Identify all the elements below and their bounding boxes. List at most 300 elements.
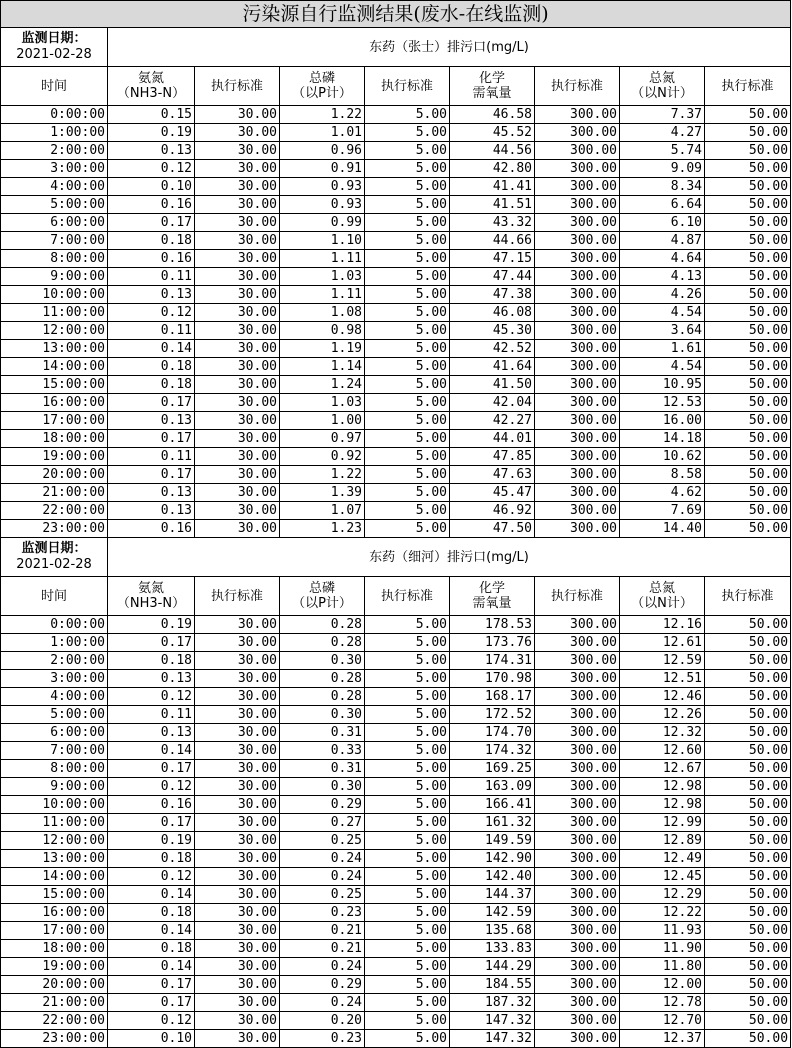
monitoring-date-cell [1,538,108,577]
value-cell: 300.00 [535,520,620,538]
value-cell: 30.00 [195,742,280,760]
value-cell: 30.00 [195,1012,280,1030]
value-cell: 30.00 [195,724,280,742]
value-cell: 50.00 [705,1030,791,1048]
value-cell: 0.28 [280,634,365,652]
value-cell: 12.99 [620,814,705,832]
table-row [1,124,791,142]
time-cell: 15:00:00 [1,886,108,904]
value-cell: 0.18 [108,904,195,922]
value-cell: 30.00 [195,520,280,538]
value-cell: 30.00 [195,1030,280,1048]
time-cell: 18:00:00 [1,940,108,958]
value-cell: 50.00 [705,868,791,886]
value-cell: 30.00 [195,634,280,652]
value-cell: 12.89 [620,832,705,850]
column-header: 执行标准 [705,577,791,616]
time-cell: 22:00:00 [1,502,108,520]
value-cell: 300.00 [535,976,620,994]
value-cell: 50.00 [705,958,791,976]
value-cell: 300.00 [535,778,620,796]
value-cell: 4.64 [620,250,705,268]
value-cell: 47.15 [450,250,535,268]
value-cell: 5.00 [365,196,450,214]
value-cell: 300.00 [535,448,620,466]
value-cell: 300.00 [535,268,620,286]
value-cell: 45.30 [450,322,535,340]
time-cell: 11:00:00 [1,304,108,322]
value-cell: 0.12 [108,160,195,178]
value-cell: 5.74 [620,142,705,160]
table-row [1,976,791,994]
value-cell: 5.00 [365,850,450,868]
table-row [1,250,791,268]
value-cell: 5.00 [365,484,450,502]
value-cell: 10.95 [620,376,705,394]
value-cell: 5.00 [365,1030,450,1048]
column-header: 执行标准 [195,577,280,616]
value-cell: 50.00 [705,322,791,340]
value-cell: 30.00 [195,448,280,466]
table-row [1,304,791,322]
value-cell: 0.17 [108,634,195,652]
value-cell: 30.00 [195,688,280,706]
value-cell: 300.00 [535,358,620,376]
value-cell: 300.00 [535,832,620,850]
table-row [1,634,791,652]
value-cell: 300.00 [535,616,620,634]
table-row [1,652,791,670]
value-cell: 4.54 [620,304,705,322]
value-cell: 300.00 [535,634,620,652]
column-header: 总氮 （以N计） [620,577,705,616]
time-cell: 2:00:00 [1,142,108,160]
value-cell: 7.37 [620,106,705,124]
value-cell: 30.00 [195,250,280,268]
value-cell: 44.66 [450,232,535,250]
value-cell: 50.00 [705,742,791,760]
value-cell: 142.59 [450,904,535,922]
value-cell: 0.17 [108,214,195,232]
value-cell: 0.21 [280,940,365,958]
time-cell: 20:00:00 [1,976,108,994]
value-cell: 133.83 [450,940,535,958]
value-cell: 300.00 [535,160,620,178]
value-cell: 1.03 [280,268,365,286]
value-cell: 41.64 [450,358,535,376]
value-cell: 0.12 [108,1012,195,1030]
value-cell: 50.00 [705,340,791,358]
value-cell: 300.00 [535,430,620,448]
time-cell: 17:00:00 [1,412,108,430]
value-cell: 5.00 [365,124,450,142]
value-cell: 11.80 [620,958,705,976]
value-cell: 5.00 [365,286,450,304]
monitoring-date-value: 2021-02-28 [16,47,92,62]
value-cell: 45.52 [450,124,535,142]
table-row [1,268,791,286]
value-cell: 30.00 [195,358,280,376]
value-cell: 300.00 [535,922,620,940]
time-cell: 10:00:00 [1,796,108,814]
value-cell: 1.22 [280,106,365,124]
table-row [1,1012,791,1030]
time-cell: 7:00:00 [1,232,108,250]
value-cell: 300.00 [535,706,620,724]
table-row [1,520,791,538]
value-cell: 0.91 [280,160,365,178]
value-cell: 4.54 [620,358,705,376]
table-row [1,142,791,160]
value-cell: 12.60 [620,742,705,760]
value-cell: 7.69 [620,502,705,520]
value-cell: 50.00 [705,814,791,832]
table-row [1,502,791,520]
value-cell: 0.30 [280,706,365,724]
title-row [1,1,791,28]
value-cell: 6.10 [620,214,705,232]
table-row [1,940,791,958]
value-cell: 30.00 [195,394,280,412]
value-cell: 0.13 [108,142,195,160]
value-cell: 300.00 [535,796,620,814]
value-cell: 0.14 [108,742,195,760]
value-cell: 0.12 [108,688,195,706]
time-cell: 19:00:00 [1,448,108,466]
value-cell: 50.00 [705,994,791,1012]
value-cell: 1.14 [280,358,365,376]
time-cell: 15:00:00 [1,376,108,394]
value-cell: 30.00 [195,904,280,922]
value-cell: 30.00 [195,376,280,394]
value-cell: 50.00 [705,106,791,124]
value-cell: 0.28 [280,670,365,688]
table-row [1,670,791,688]
value-cell: 50.00 [705,394,791,412]
table-row [1,322,791,340]
value-cell: 5.00 [365,394,450,412]
value-cell: 5.00 [365,706,450,724]
value-cell: 1.24 [280,376,365,394]
time-cell: 5:00:00 [1,196,108,214]
value-cell: 0.17 [108,814,195,832]
value-cell: 0.28 [280,616,365,634]
value-cell: 1.07 [280,502,365,520]
value-cell: 30.00 [195,940,280,958]
value-cell: 16.00 [620,412,705,430]
value-cell: 30.00 [195,832,280,850]
column-header: 时间 [1,67,108,106]
value-cell: 0.17 [108,394,195,412]
value-cell: 50.00 [705,616,791,634]
time-cell: 0:00:00 [1,616,108,634]
value-cell: 300.00 [535,652,620,670]
table-row [1,958,791,976]
value-cell: 5.00 [365,724,450,742]
value-cell: 30.00 [195,214,280,232]
time-cell: 13:00:00 [1,340,108,358]
column-header: 执行标准 [195,67,280,106]
time-cell: 2:00:00 [1,652,108,670]
value-cell: 300.00 [535,214,620,232]
value-cell: 12.98 [620,796,705,814]
value-cell: 300.00 [535,232,620,250]
value-cell: 0.23 [280,904,365,922]
value-cell: 50.00 [705,376,791,394]
value-cell: 30.00 [195,340,280,358]
value-cell: 1.61 [620,340,705,358]
value-cell: 0.16 [108,196,195,214]
value-cell: 1.10 [280,232,365,250]
value-cell: 50.00 [705,286,791,304]
value-cell: 47.63 [450,466,535,484]
value-cell: 178.53 [450,616,535,634]
value-cell: 169.25 [450,760,535,778]
value-cell: 50.00 [705,412,791,430]
value-cell: 144.29 [450,958,535,976]
value-cell: 5.00 [365,448,450,466]
time-cell: 12:00:00 [1,832,108,850]
value-cell: 12.59 [620,652,705,670]
value-cell: 0.17 [108,466,195,484]
value-cell: 0.93 [280,178,365,196]
value-cell: 0.93 [280,196,365,214]
value-cell: 50.00 [705,430,791,448]
value-cell: 0.25 [280,832,365,850]
value-cell: 50.00 [705,484,791,502]
value-cell: 1.23 [280,520,365,538]
value-cell: 5.00 [365,778,450,796]
value-cell: 161.32 [450,814,535,832]
value-cell: 5.00 [365,958,450,976]
value-cell: 149.59 [450,832,535,850]
value-cell: 174.70 [450,724,535,742]
value-cell: 50.00 [705,976,791,994]
value-cell: 50.00 [705,304,791,322]
value-cell: 300.00 [535,994,620,1012]
value-cell: 30.00 [195,286,280,304]
value-cell: 300.00 [535,484,620,502]
column-header: 执行标准 [365,67,450,106]
table-row [1,760,791,778]
value-cell: 12.32 [620,724,705,742]
value-cell: 42.80 [450,160,535,178]
value-cell: 30.00 [195,922,280,940]
value-cell: 0.14 [108,886,195,904]
value-cell: 30.00 [195,160,280,178]
value-cell: 50.00 [705,688,791,706]
value-cell: 5.00 [365,886,450,904]
value-cell: 1.39 [280,484,365,502]
value-cell: 9.09 [620,160,705,178]
value-cell: 6.64 [620,196,705,214]
time-cell: 4:00:00 [1,688,108,706]
time-cell: 1:00:00 [1,124,108,142]
value-cell: 0.29 [280,976,365,994]
section-header-row [1,28,791,67]
value-cell: 0.24 [280,868,365,886]
value-cell: 0.17 [108,994,195,1012]
value-cell: 1.00 [280,412,365,430]
value-cell: 30.00 [195,124,280,142]
value-cell: 300.00 [535,178,620,196]
value-cell: 12.98 [620,778,705,796]
value-cell: 1.19 [280,340,365,358]
value-cell: 5.00 [365,814,450,832]
column-header: 执行标准 [535,67,620,106]
value-cell: 12.37 [620,1030,705,1048]
table-row [1,106,791,124]
value-cell: 5.00 [365,214,450,232]
value-cell: 5.00 [365,940,450,958]
time-cell: 23:00:00 [1,1030,108,1048]
monitoring-date-value: 2021-02-28 [16,557,92,572]
value-cell: 300.00 [535,340,620,358]
value-cell: 4.87 [620,232,705,250]
time-cell: 12:00:00 [1,322,108,340]
time-cell: 19:00:00 [1,958,108,976]
value-cell: 30.00 [195,796,280,814]
value-cell: 300.00 [535,742,620,760]
value-cell: 300.00 [535,904,620,922]
value-cell: 47.44 [450,268,535,286]
value-cell: 50.00 [705,850,791,868]
value-cell: 50.00 [705,358,791,376]
monitoring-date-cell [1,28,108,67]
value-cell: 0.23 [280,1030,365,1048]
value-cell: 12.29 [620,886,705,904]
column-header: 时间 [1,577,108,616]
value-cell: 1.22 [280,466,365,484]
column-header: 化学 需氧量 [450,67,535,106]
value-cell: 11.90 [620,940,705,958]
value-cell: 0.18 [108,850,195,868]
value-cell: 5.00 [365,466,450,484]
value-cell: 0.24 [280,994,365,1012]
outlet-name: 东药（张士）排污口(mg/L) [108,28,791,67]
value-cell: 300.00 [535,760,620,778]
value-cell: 300.00 [535,124,620,142]
value-cell: 50.00 [705,778,791,796]
value-cell: 0.18 [108,940,195,958]
value-cell: 30.00 [195,958,280,976]
value-cell: 30.00 [195,994,280,1012]
value-cell: 0.21 [280,922,365,940]
value-cell: 46.92 [450,502,535,520]
value-cell: 3.64 [620,322,705,340]
value-cell: 0.12 [108,778,195,796]
table-row [1,286,791,304]
time-cell: 20:00:00 [1,466,108,484]
value-cell: 300.00 [535,886,620,904]
value-cell: 5.00 [365,976,450,994]
value-cell: 300.00 [535,670,620,688]
value-cell: 12.45 [620,868,705,886]
time-cell: 22:00:00 [1,1012,108,1030]
value-cell: 5.00 [365,430,450,448]
value-cell: 300.00 [535,466,620,484]
value-cell: 47.85 [450,448,535,466]
value-cell: 12.46 [620,688,705,706]
time-cell: 23:00:00 [1,520,108,538]
table-row [1,868,791,886]
value-cell: 30.00 [195,430,280,448]
column-header: 执行标准 [705,67,791,106]
value-cell: 0.18 [108,232,195,250]
value-cell: 0.13 [108,670,195,688]
value-cell: 47.38 [450,286,535,304]
value-cell: 50.00 [705,904,791,922]
value-cell: 0.30 [280,652,365,670]
value-cell: 44.01 [450,430,535,448]
value-cell: 0.14 [108,922,195,940]
value-cell: 14.40 [620,520,705,538]
value-cell: 30.00 [195,466,280,484]
value-cell: 30.00 [195,412,280,430]
value-cell: 0.11 [108,706,195,724]
value-cell: 5.00 [365,796,450,814]
value-cell: 42.27 [450,412,535,430]
value-cell: 300.00 [535,940,620,958]
table-row [1,1030,791,1048]
table-row [1,394,791,412]
value-cell: 30.00 [195,886,280,904]
time-cell: 7:00:00 [1,742,108,760]
value-cell: 5.00 [365,1012,450,1030]
column-header: 总磷 （以P计） [280,67,365,106]
table-row [1,358,791,376]
time-cell: 9:00:00 [1,268,108,286]
monitoring-date-label: 监测日期： [21,541,87,556]
value-cell: 0.17 [108,760,195,778]
column-header: 执行标准 [535,577,620,616]
value-cell: 50.00 [705,520,791,538]
time-cell: 18:00:00 [1,430,108,448]
value-cell: 0.25 [280,886,365,904]
value-cell: 0.16 [108,796,195,814]
value-cell: 30.00 [195,304,280,322]
value-cell: 0.13 [108,724,195,742]
value-cell: 5.00 [365,904,450,922]
value-cell: 0.96 [280,142,365,160]
value-cell: 0.19 [108,616,195,634]
value-cell: 5.00 [365,688,450,706]
value-cell: 42.04 [450,394,535,412]
value-cell: 0.17 [108,430,195,448]
value-cell: 142.90 [450,850,535,868]
value-cell: 12.70 [620,1012,705,1030]
table-row [1,214,791,232]
table-row [1,484,791,502]
time-cell: 6:00:00 [1,724,108,742]
table-row [1,796,791,814]
table-row [1,466,791,484]
value-cell: 50.00 [705,124,791,142]
value-cell: 30.00 [195,142,280,160]
value-cell: 0.19 [108,832,195,850]
value-cell: 5.00 [365,520,450,538]
value-cell: 5.00 [365,232,450,250]
value-cell: 1.11 [280,250,365,268]
time-cell: 5:00:00 [1,706,108,724]
value-cell: 0.24 [280,850,365,868]
value-cell: 50.00 [705,832,791,850]
column-header: 总磷 （以P计） [280,577,365,616]
value-cell: 30.00 [195,760,280,778]
value-cell: 300.00 [535,322,620,340]
value-cell: 30.00 [195,322,280,340]
value-cell: 300.00 [535,106,620,124]
